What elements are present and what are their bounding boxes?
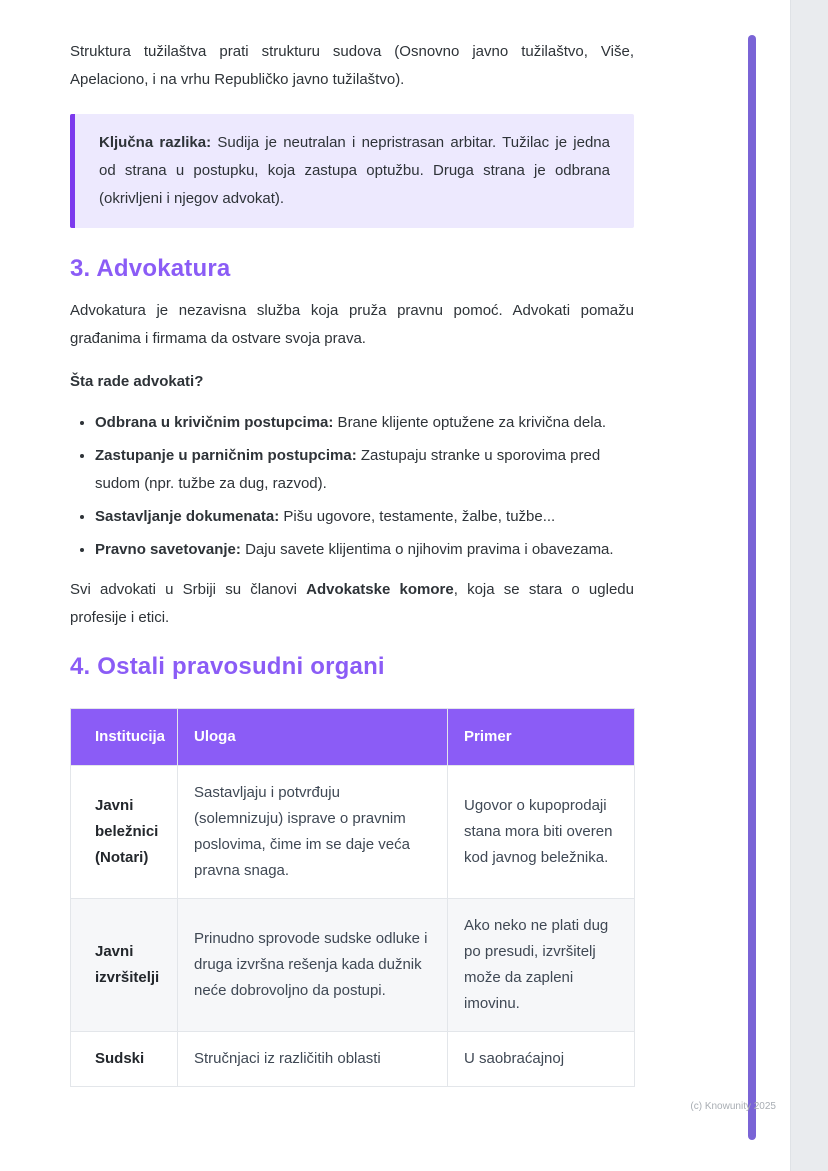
list-item-text: Pišu ugovore, testamente, žalbe, tužbe... [279, 508, 556, 525]
page-edge-strip [790, 0, 828, 1171]
section-4-heading: 4. Ostali pravosudni organi [70, 653, 385, 680]
closing-text: , koja se stara o ugledu profesije i etici. [70, 581, 634, 626]
cell-institution: Sudski [71, 1032, 178, 1087]
list-item-label: Sastavljanje dokumenata: [95, 508, 280, 525]
list-item-text: Daju savete klijentima o njihovim pravima i obavezama. [240, 541, 614, 558]
table-row [71, 899, 635, 1032]
list-item-label: Zastupanje u parničnim postupcima: [95, 447, 357, 464]
list-item [95, 503, 634, 531]
cell-role: Stručnjaci iz različitih oblasti [178, 1032, 448, 1087]
list-item [95, 442, 634, 498]
closing-text: Svi advokati u Srbiji su članovi [70, 581, 307, 598]
callout-paragraph [99, 129, 610, 213]
column-header-role: Uloga [178, 709, 448, 766]
section-3-heading: 3. Advokatura [70, 255, 231, 282]
key-difference-callout [70, 114, 634, 228]
section-3-question: Šta rade advokati? [70, 373, 204, 390]
cell-role: Sastavljaju i potvrđuju (solemnizuju) isprave o pravnim poslovima, čime im se daje veća pravna snaga. [178, 766, 448, 899]
list-item-label: Pravno savetovanje: [95, 541, 241, 558]
list-item-text: Zastupaju stranke u sporovima pred sudom (npr. tužbe za dug, razvod). [95, 447, 601, 492]
table-header-row [71, 709, 635, 766]
vertical-highlight-bar [748, 35, 756, 1140]
callout-text: Sudija je neutralan i nepristrasan arbitar. Tužilac je jedna od strana u postupku, koja zastupa optužbu. Druga strana je odbrana (okrivljeni i njegov advokat). [99, 134, 610, 207]
column-header-example: Primer [448, 709, 635, 766]
cell-institution: Javni beležnici (Notari) [71, 766, 178, 899]
list-item [95, 409, 634, 437]
cell-example: Ako neko ne plati dug po presudi, izvršitelj može da zapleni imovinu. [448, 899, 635, 1032]
document-content [70, 0, 634, 1087]
closing-bold: Advokatske komore [306, 581, 454, 598]
section-3-closing [70, 576, 634, 632]
advocate-duties-list [70, 409, 634, 564]
copyright-watermark: (c) Knowunity 2025 [690, 1101, 776, 1112]
cell-institution: Javni izvršitelji [71, 899, 178, 1032]
cell-example: U saobraćajnoj [448, 1032, 635, 1087]
callout-label: Ključna razlika: [99, 134, 212, 151]
list-item [95, 536, 634, 564]
cell-example: Ugovor o kupoprodaji stana mora biti overen kod javnog beležnika. [448, 766, 635, 899]
list-item-text: Brane klijente optužene za krivična dela. [333, 414, 607, 431]
list-item-label: Odbrana u krivičnim postupcima: [95, 414, 334, 431]
intro-paragraph: Struktura tužilaštva prati strukturu sudova (Osnovno javno tužilaštvo, Više, Apelaciono, i na vrhu Republičko javno tužilaštvo). [70, 43, 634, 88]
table-row [71, 766, 635, 899]
column-header-institution: Institucija [71, 709, 178, 766]
cell-role: Prinudno sprovode sudske odluke i druga izvršna rešenja kada dužnik neće dobrovoljno da postupi. [178, 899, 448, 1032]
section-3-paragraph: Advokatura je nezavisna služba koja pruža pravnu pomoć. Advokati pomažu građanima i firmama da ostvare svoja prava. [70, 302, 634, 347]
table-row [71, 1032, 635, 1087]
judicial-bodies-table [70, 708, 635, 1087]
